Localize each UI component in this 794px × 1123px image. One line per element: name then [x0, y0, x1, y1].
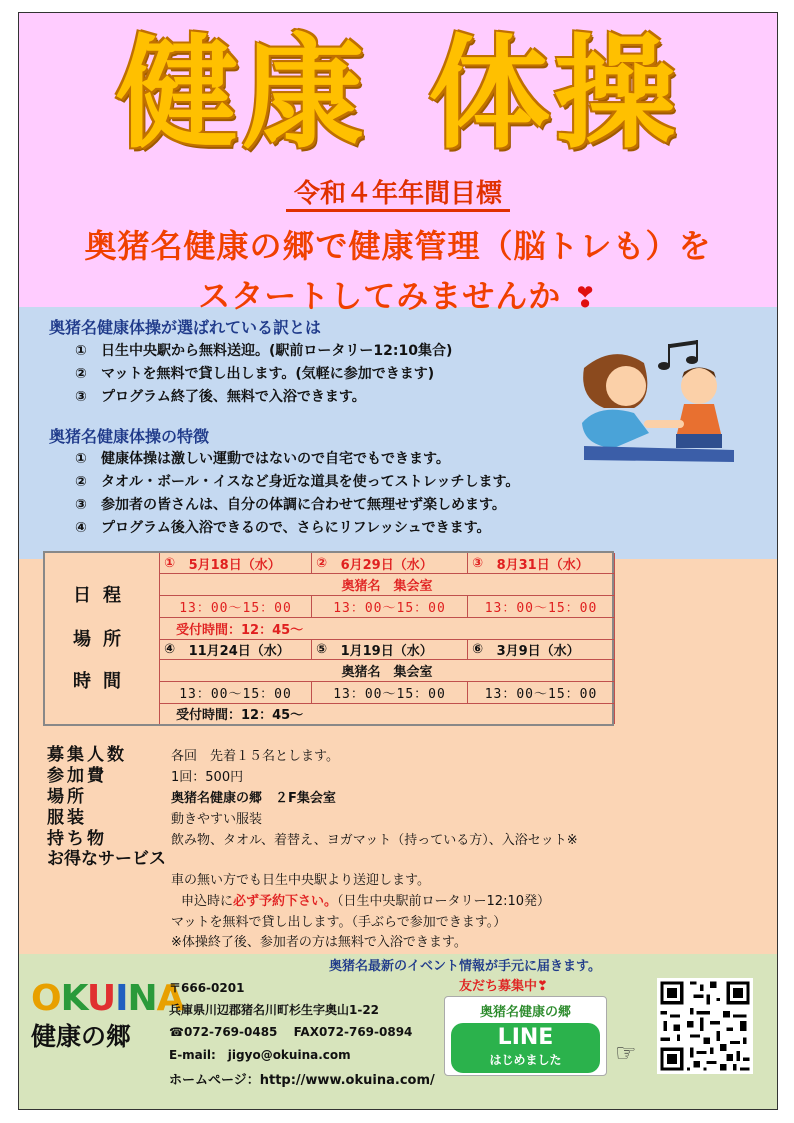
schedule-label-place: 場所 [73, 629, 133, 650]
qr-code-icon[interactable] [657, 978, 753, 1074]
mother-child-exercise-illustration [564, 338, 744, 478]
date-cell: ⑥ 3月9日（水） [468, 639, 615, 659]
list-item: ① 日生中央駅から無料送迎。(駅前ロータリー12:10集合) [75, 343, 453, 359]
service-line: ※体操終了後、参加者の方は無料で入浴できます。 [171, 935, 467, 950]
list-item: ③ 参加者の皆さんは、自分の体調に合わせて無理せず楽しめます。 [75, 497, 506, 513]
service-line: マットを無料で貸し出します。（手ぶらで参加できます。） [171, 915, 507, 930]
phone-fax: ☎072-769-0485 FAX072-769-0894 [169, 1025, 413, 1039]
reception-cell: 受付時間：12：45～ [160, 703, 615, 724]
line-sub: はじめました [489, 1053, 562, 1067]
email-link[interactable]: E-mail: jigyo@okuina.com [169, 1048, 351, 1062]
news-banner: 奥猪名最新のイベント情報が手元に届きます。 [329, 959, 601, 974]
annual-goal: 令和４年年間目標 [19, 173, 777, 210]
line-banner[interactable] [444, 996, 607, 1076]
line-button[interactable] [451, 1023, 600, 1073]
lead-line-1: 奥猪名健康の郷で健康管理（脳トレも）を [84, 227, 712, 265]
info-fee: 参加費 1回：500円 [47, 766, 244, 786]
schedule-grid [159, 553, 615, 724]
time-cell: 13：00～15：00 [468, 681, 615, 703]
info-clothing: 服装 動きやすい服装 [47, 808, 263, 828]
logo-subtitle: 健康の郷 [31, 1022, 132, 1051]
reception-cell: 受付時間：12：45～ [160, 617, 615, 639]
service-heading: お得なサービス [47, 849, 166, 869]
heart-icon: ❣ [573, 281, 598, 314]
date-cell: ② 6月29日（水） [312, 553, 468, 573]
time-cell: 13：00～15：00 [160, 681, 312, 703]
time-cell: 13：00～15：00 [312, 595, 468, 617]
schedule-table [43, 551, 614, 726]
address: 兵庫県川辺郡猪名川町杉生字奥山1-22 [169, 1003, 380, 1017]
friend-wanted: 友だち募集中❣ [459, 979, 548, 994]
list-item: ① 健康体操は激しい運動ではないので自宅でもできます。 [75, 451, 450, 467]
table-row [160, 553, 615, 574]
postal-code: 〒666-0201 [169, 981, 245, 995]
place-cell: 奥猪名 集会室 [160, 659, 615, 681]
list-item: ③ プログラム終了後、無料で入浴できます。 [75, 389, 366, 405]
date-cell: ① 5月18日（水） [160, 553, 312, 573]
list-item: ② マットを無料で貸し出します。(気軽に参加できます) [75, 366, 435, 382]
info-belongings: 持ち物 飲み物、タオル、着替え、ヨガマット（持っている方）、入浴セット※ [47, 829, 578, 849]
date-cell: ④ 11月24日（水） [160, 639, 312, 659]
schedule-label-date: 日程 [73, 585, 133, 606]
time-cell: 13：00～15：00 [312, 681, 468, 703]
table-row [160, 617, 615, 640]
homepage-link[interactable]: ホームページ：http://www.okuina.com/ [169, 1073, 435, 1088]
table-row [160, 639, 615, 660]
reasons-heading: 奥猪名健康体操が選ばれている訳とは [49, 318, 322, 337]
table-row [160, 595, 615, 618]
okuina-logo: OKUINA [31, 978, 184, 1019]
pointing-hand-icon: ☞ [615, 1039, 637, 1067]
place-cell: 奥猪名 集会室 [160, 573, 615, 595]
schedule-label-time: 時間 [73, 671, 133, 692]
time-cell: 13：00～15：00 [468, 595, 615, 617]
date-cell: ⑤ 1月19日（水） [312, 639, 468, 659]
info-place: 場所 奥猪名健康の郷 ２F集会室 [47, 787, 336, 807]
list-item: ② タオル・ボール・イスなど身近な道具を使ってストレッチします。 [75, 474, 520, 490]
lead-line-2: スタートしてみませんか ❣ [198, 277, 598, 315]
features-heading: 奥猪名健康体操の特徴 [49, 427, 210, 446]
line-logo: LINE [497, 1025, 554, 1050]
table-row [160, 703, 615, 724]
title-part2: 体操 [428, 23, 680, 165]
service-line: 申込時に必ず予約下さい。（日生中央駅前ロータリー12:10発） [181, 894, 550, 909]
date-cell: ③ 8月31日（水） [468, 553, 615, 573]
table-row [160, 573, 615, 596]
table-row [160, 681, 615, 704]
time-cell: 13：00～15：00 [160, 595, 312, 617]
service-line: 車の無い方でも日生中央駅より送迎します。 [171, 873, 430, 888]
page-title [19, 19, 777, 169]
music-notes-icon [658, 340, 698, 370]
line-title: 奥猪名健康の郷 [479, 1005, 571, 1020]
table-row [160, 659, 615, 682]
list-item: ④ プログラム後入浴できるので、さらにリフレッシュできます。 [75, 520, 491, 536]
title-part1: 健康 [116, 23, 368, 165]
flyer [18, 12, 778, 1110]
info-capacity: 募集人数 各回 先着１５名とします。 [47, 745, 339, 765]
